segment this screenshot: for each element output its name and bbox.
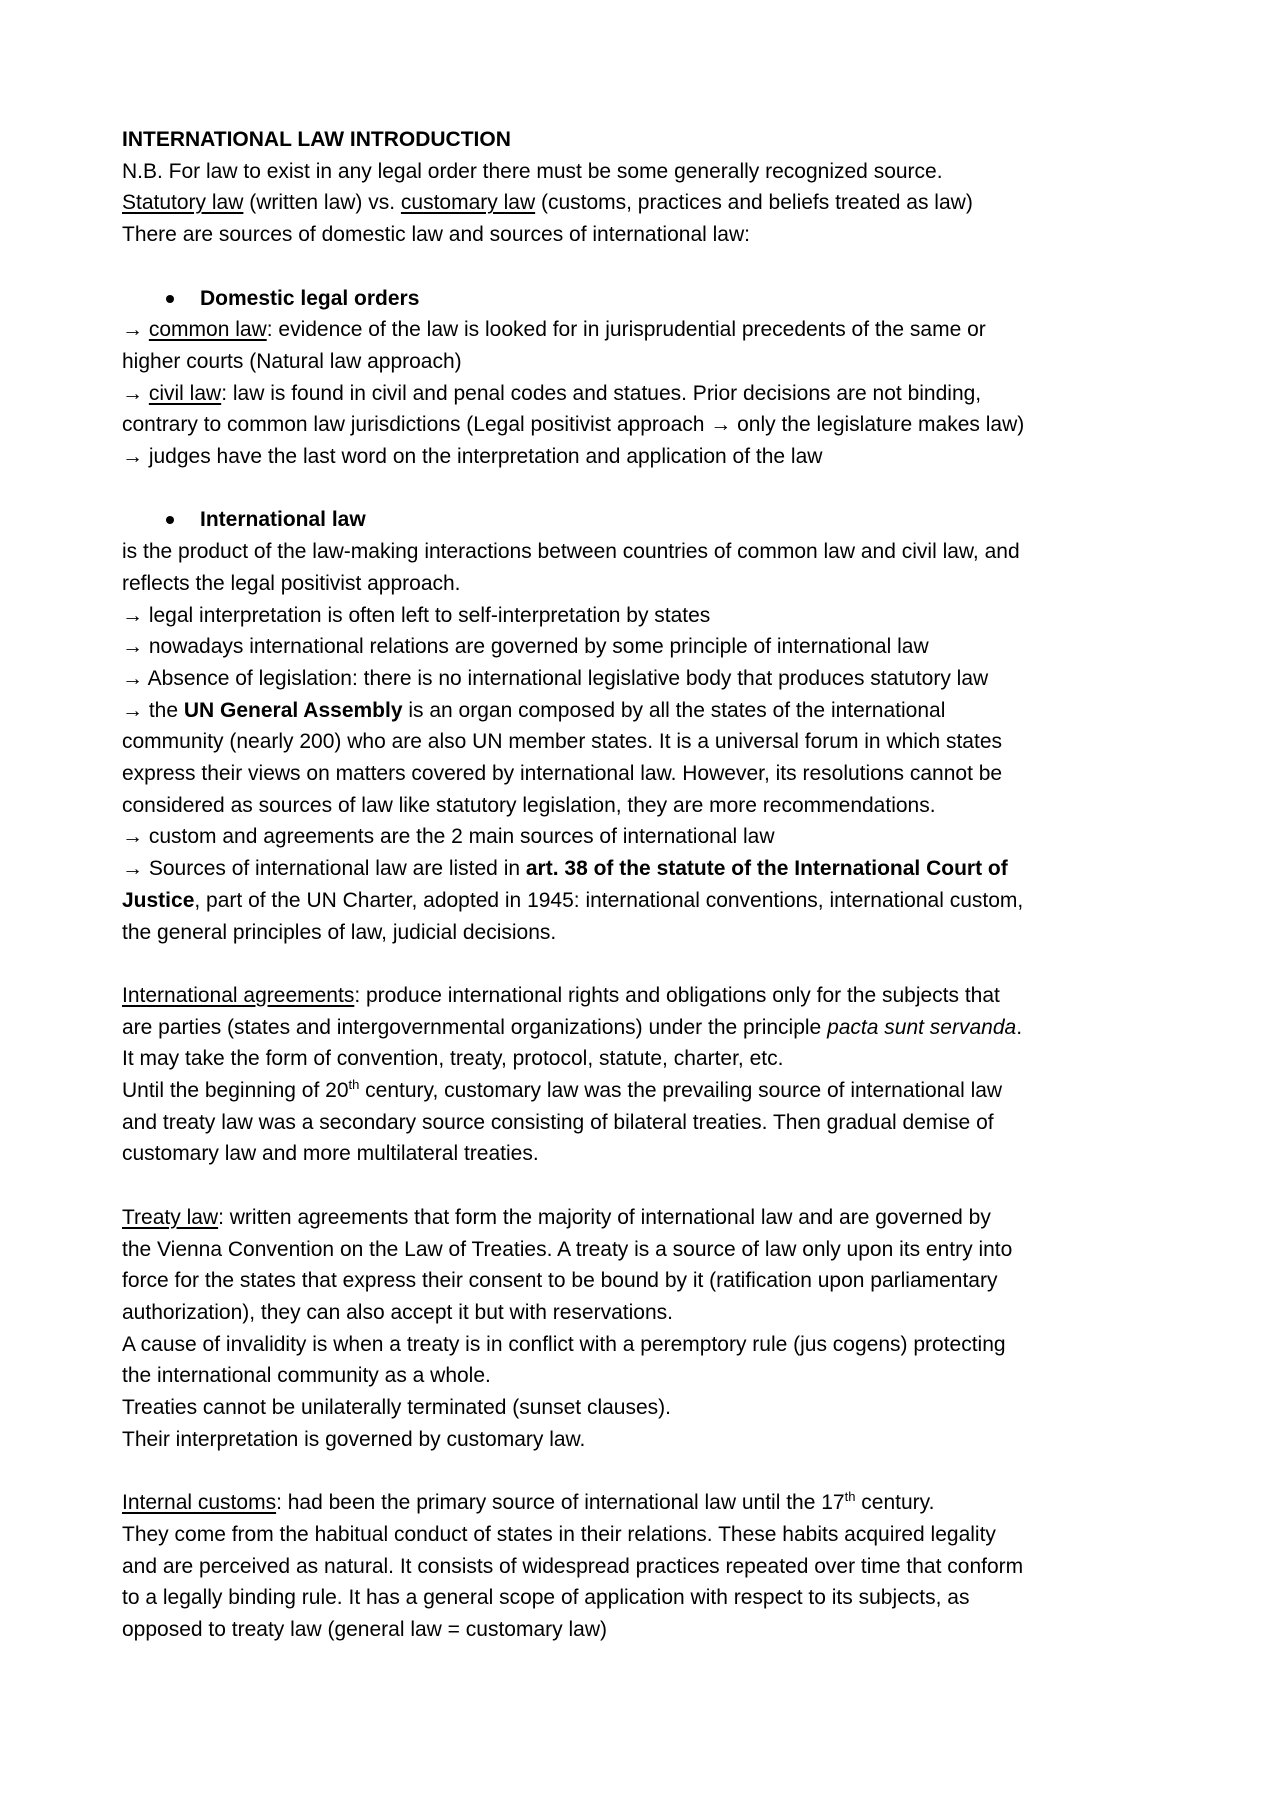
bullet-icon bbox=[166, 295, 174, 303]
un-general-assembly-term: UN General Assembly bbox=[183, 698, 403, 722]
arrow-point: → custom and agreements are the 2 main sources of international law bbox=[122, 825, 775, 849]
arrow-icon: → bbox=[122, 381, 143, 405]
spacer bbox=[122, 1455, 1172, 1487]
customs-line: to a legally binding rule. It has a general scope of application with respect to its subjects, as bbox=[122, 1586, 970, 1610]
civil-law-line-2: contrary to common law jurisdictions (Legal positivist approach → only the legislature makes law) bbox=[122, 413, 1025, 437]
arrow-icon: → bbox=[122, 666, 143, 690]
spacer bbox=[122, 251, 1172, 283]
arrow-point: → legal interpretation is often left to self-interpretation by states bbox=[122, 603, 711, 627]
agreements-line: Until the beginning of 20th century, customary law was the prevailing source of international law bbox=[122, 1077, 1003, 1103]
arrow-icon: → bbox=[122, 857, 143, 881]
arrow-icon: → bbox=[122, 445, 143, 469]
arrow-point: → Absence of legislation: there is no international legislative body that produces statutory law bbox=[122, 666, 989, 690]
arrow-icon: → bbox=[710, 413, 732, 437]
arrow-point: → nowadays international relations are governed by some principle of international law bbox=[122, 635, 929, 659]
spacer bbox=[122, 948, 1172, 980]
civil-law-line: → civil law: law is found in civil and penal codes and statues. Prior decisions are not binding, bbox=[122, 381, 982, 405]
treaty-line: authorization), they can also accept it but with reservations. bbox=[122, 1300, 673, 1324]
arrow-icon: → bbox=[122, 603, 143, 627]
arrow-icon: → bbox=[122, 635, 143, 659]
common-law-line: → common law: evidence of the law is looked for in jurisprudential precedents of the same or bbox=[122, 318, 986, 342]
paragraph-line: considered as sources of law like statutory legislation, they are more recommendations. bbox=[122, 793, 936, 817]
treaty-line: the international community as a whole. bbox=[122, 1364, 491, 1388]
agreements-line: International agreements: produce international rights and obligations only for the subjects that bbox=[122, 983, 1000, 1007]
internal-customs-term: Internal customs bbox=[122, 1491, 277, 1515]
treaty-law-term: Treaty law bbox=[122, 1205, 219, 1229]
art-38-term: art. 38 of the statute of the International Court of bbox=[525, 857, 1008, 881]
paragraph-line: reflects the legal positivist approach. bbox=[122, 571, 461, 595]
paragraph-line: is the product of the law-making interactions between countries of common law and civil law, and bbox=[122, 540, 1020, 564]
arrow-icon: → bbox=[122, 318, 143, 342]
arrow-icon: → bbox=[122, 825, 143, 849]
document-title: INTERNATIONAL LAW INTRODUCTION bbox=[122, 128, 511, 151]
customary-law-term: customary law bbox=[400, 191, 536, 215]
treaty-line: Treaty law: written agreements that form the majority of international law and are governed by bbox=[122, 1205, 991, 1229]
international-heading: International law bbox=[122, 504, 1172, 536]
document-body bbox=[122, 124, 1172, 1646]
spacer bbox=[122, 473, 1172, 505]
arrow-icon: → bbox=[122, 698, 143, 722]
common-law-line-2: higher courts (Natural law approach) bbox=[122, 349, 462, 373]
common-law-term: common law bbox=[148, 318, 267, 342]
justice-term: Justice bbox=[122, 888, 195, 912]
treaty-line: force for the states that express their consent to be bound by it (ratification upon parliamentary bbox=[122, 1269, 998, 1293]
paragraph-line: Justice, part of the UN Charter, adopted in 1945: international conventions, international custom, bbox=[122, 888, 1024, 912]
paragraph-line: express their views on matters covered by international law. However, its resolutions cannot be bbox=[122, 762, 1003, 786]
agreements-line: customary law and more multilateral treaties. bbox=[122, 1142, 539, 1166]
statutory-law-term: Statutory law bbox=[122, 191, 244, 215]
customs-line: and are perceived as natural. It consists of widespread practices repeated over time that conform bbox=[122, 1554, 1024, 1578]
civil-law-term: civil law bbox=[148, 381, 222, 405]
treaty-line: the Vienna Convention on the Law of Treaties. A treaty is a source of law only upon its entry into bbox=[122, 1237, 1013, 1261]
agreements-line: It may take the form of convention, treaty, protocol, statute, charter, etc. bbox=[122, 1047, 784, 1071]
bullet-icon bbox=[166, 516, 174, 524]
customs-line: opposed to treaty law (general law = customary law) bbox=[122, 1617, 607, 1641]
agreements-line: and treaty law was a secondary source consisting of bilateral treaties. Then gradual demise of bbox=[122, 1110, 994, 1134]
treaty-line: Treaties cannot be unilaterally terminated (sunset clauses). bbox=[122, 1396, 671, 1420]
paragraph-line: community (nearly 200) who are also UN member states. It is a universal forum in which states bbox=[122, 730, 1003, 754]
arrow-point: → the UN General Assembly is an organ composed by all the states of the international bbox=[122, 698, 946, 722]
customs-line: They come from the habitual conduct of states in their relations. These habits acquired legality bbox=[122, 1522, 996, 1546]
law-types-line: Statutory law (written law) vs. customary law (customs, practices and beliefs treated as law) bbox=[122, 191, 973, 215]
agreements-line: are parties (states and intergovernmental organizations) under the principle pacta sunt servanda. bbox=[122, 1015, 1023, 1039]
customs-line: Internal customs: had been the primary source of international law until the 17th century. bbox=[122, 1489, 935, 1515]
paragraph-line: the general principles of law, judicial decisions. bbox=[122, 920, 557, 944]
domestic-heading: Domestic legal orders bbox=[122, 283, 1172, 315]
pacta-sunt-servanda-term: pacta sunt servanda bbox=[827, 1015, 1017, 1039]
nb-line: N.B. For law to exist in any legal order there must be some generally recognized source. bbox=[122, 159, 943, 183]
treaty-line: A cause of invalidity is when a treaty is in conflict with a peremptory rule (jus cogens) protecting bbox=[122, 1332, 1006, 1356]
treaty-line: Their interpretation is governed by customary law. bbox=[122, 1427, 586, 1451]
arrow-point: → Sources of international law are listed in art. 38 of the statute of the International Court of bbox=[122, 857, 1008, 881]
sources-line: There are sources of domestic law and sources of international law: bbox=[122, 223, 750, 247]
spacer bbox=[122, 1170, 1172, 1202]
international-agreements-term: International agreements bbox=[122, 983, 355, 1007]
judges-line: → judges have the last word on the interpretation and application of the law bbox=[122, 445, 823, 469]
